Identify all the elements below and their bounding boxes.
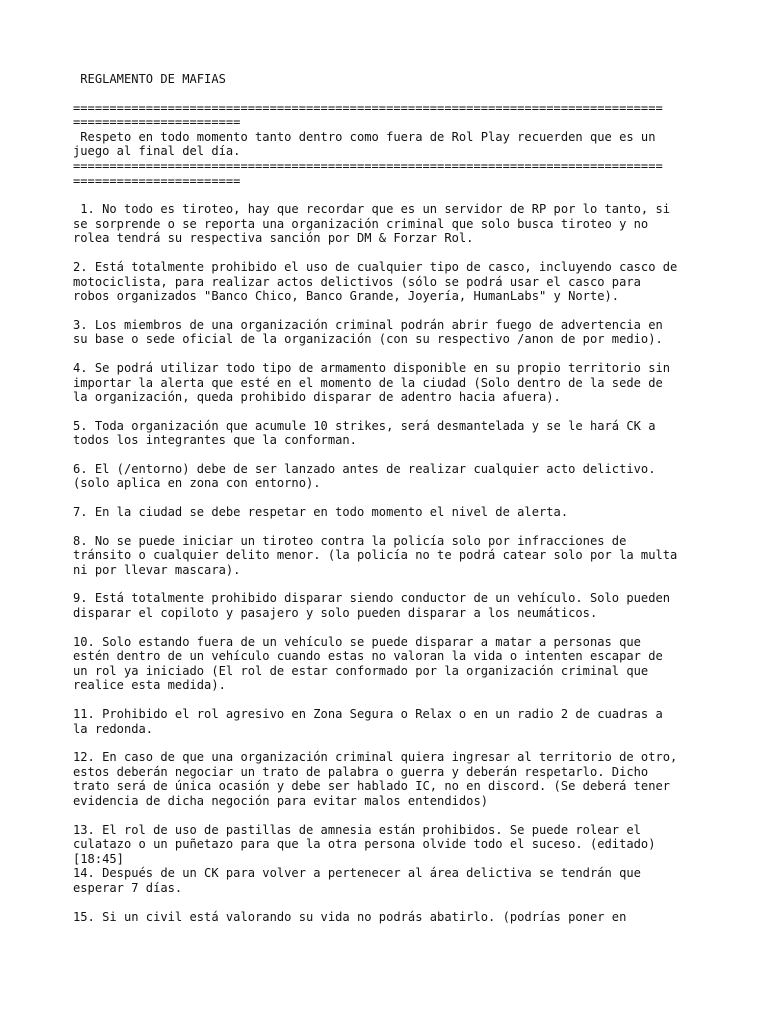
rule-paragraph (73, 462, 713, 491)
intro-line: juego al final del día. (73, 144, 241, 159)
rule-line: 4. Se podrá utilizar todo tipo de armamento disponible en su propio territorio sin (73, 360, 671, 375)
rule-line: su base o sede oficial de la organización (con su respectivo /anon de por medio). (73, 332, 663, 347)
rule-line: ni por llevar mascara). (73, 562, 241, 577)
separator-line: ================================================================================= (73, 100, 663, 115)
rule-line: la organización, queda prohibido disparar de adentro hacia afuera). (73, 390, 561, 405)
rule-paragraph (73, 202, 713, 246)
rule-line: trato será de única ocasión y debe ser hablado IC, no en discord. (Se deberá tener (73, 779, 671, 794)
separator-bottom (73, 159, 713, 188)
rule-line: todos los integrantes que la conforman. (73, 433, 357, 448)
rule-line: 3. Los miembros de una organización criminal podrán abrir fuego de advertencia en (73, 317, 663, 332)
rule-line: 14. Después de un CK para volver a pertenecer al área delictiva se tendrán que (73, 866, 641, 881)
rule-paragraph (73, 505, 713, 520)
rule-line: 1. No todo es tiroteo, hay que recordar que es un servidor de RP por lo tanto, si (73, 202, 671, 217)
separator-line: ======================= (73, 173, 241, 188)
rule-paragraph (73, 591, 713, 620)
separator-top (73, 101, 713, 130)
rule-paragraph (73, 910, 713, 925)
rule-line: robos organizados "Banco Chico, Banco Grande, Joyería, HumanLabs" y Norte). (73, 289, 620, 304)
document-page (73, 72, 713, 938)
rule-line: se sorprende o se reporta una organización criminal que solo busca tiroteo y no (73, 216, 649, 231)
rule-paragraph (73, 635, 713, 693)
rule-line: importar la alerta que esté en el momento de la ciudad (Solo dentro de la sede de (73, 375, 663, 390)
rule-line: culatazo o un puñetazo para que la otra persona olvide todo el suceso. (editado) (73, 837, 656, 852)
rule-line: 13. El rol de uso de pastillas de amnesia están prohibidos. Se puede rolear el (73, 822, 641, 837)
rule-line: 15. Si un civil está valorando su vida no podrás abatirlo. (podrías poner en (73, 909, 627, 924)
rule-paragraph (73, 361, 713, 405)
document-title: REGLAMENTO DE MAFIAS (73, 72, 226, 86)
rule-line: rolea tendrá su respectiva sanción por DM & Forzar Rol. (73, 231, 474, 246)
rule-paragraph (73, 750, 713, 808)
rule-line: [18:45] (73, 851, 124, 866)
separator-line: ================================================================================= (73, 158, 663, 173)
rule-paragraph (73, 318, 713, 347)
rule-paragraph (73, 260, 713, 304)
rule-line: (solo aplica en zona con entorno). (73, 476, 321, 491)
rule-line: 5. Toda organización que acumule 10 strikes, será desmantelada y se le hará CK a (73, 418, 656, 433)
rule-paragraph (73, 707, 713, 736)
rule-line: 10. Solo estando fuera de un vehículo se puede disparar a matar a personas que (73, 634, 641, 649)
rule-line: estén dentro de un vehículo cuando estas no valoran la vida o intenten escapar de (73, 649, 663, 664)
rule-line: la redonda. (73, 721, 154, 736)
rules-list (73, 202, 713, 924)
rule-line: tránsito o cualquier delito menor. (la policía no te podrá catear solo por la multa (73, 548, 678, 563)
rule-line: un rol ya iniciado (El rol de estar conformado por la organización criminal que (73, 663, 649, 678)
rule-line: 7. En la ciudad se debe respetar en todo momento el nivel de alerta. (73, 505, 569, 520)
rule-line: 12. En caso de que una organización criminal quiera ingresar al territorio de otro, (73, 750, 678, 765)
rule-paragraph (73, 534, 713, 578)
rule-line: estos deberán negociar un trato de palabra o guerra y deberán respetarlo. Dicho (73, 764, 649, 779)
rule-line: realice esta medida). (73, 678, 226, 693)
rule-line: evidencia de dicha negoción para evitar malos entendidos) (73, 793, 489, 808)
rule-line: motociclista, para realizar actos delictivos (sólo se podrá usar el casco para (73, 274, 641, 289)
intro-paragraph (73, 130, 713, 159)
intro-line: Respeto en todo momento tanto dentro como fuera de Rol Play recuerden que es un (73, 129, 656, 144)
rule-line: disparar el copiloto y pasajero y solo pueden disparar a los neumáticos. (73, 606, 598, 621)
separator-line: ======================= (73, 115, 241, 130)
rule-paragraph (73, 419, 713, 448)
rule-line: 8. No se puede iniciar un tiroteo contra la policía solo por infracciones de (73, 533, 627, 548)
rule-line: esperar 7 días. (73, 880, 183, 895)
rule-line: 9. Está totalmente prohibido disparar siendo conductor de un vehículo. Solo pueden (73, 591, 671, 606)
rule-line: 2. Está totalmente prohibido el uso de cualquier tipo de casco, incluyendo casco de (73, 259, 678, 274)
rule-paragraph (73, 866, 713, 895)
rule-paragraph (73, 823, 713, 867)
rule-line: 6. El (/entorno) debe de ser lanzado antes de realizar cualquier acto delictivo. (73, 461, 656, 476)
rule-line: 11. Prohibido el rol agresivo en Zona Segura o Relax o en un radio 2 de cuadras a (73, 707, 663, 721)
